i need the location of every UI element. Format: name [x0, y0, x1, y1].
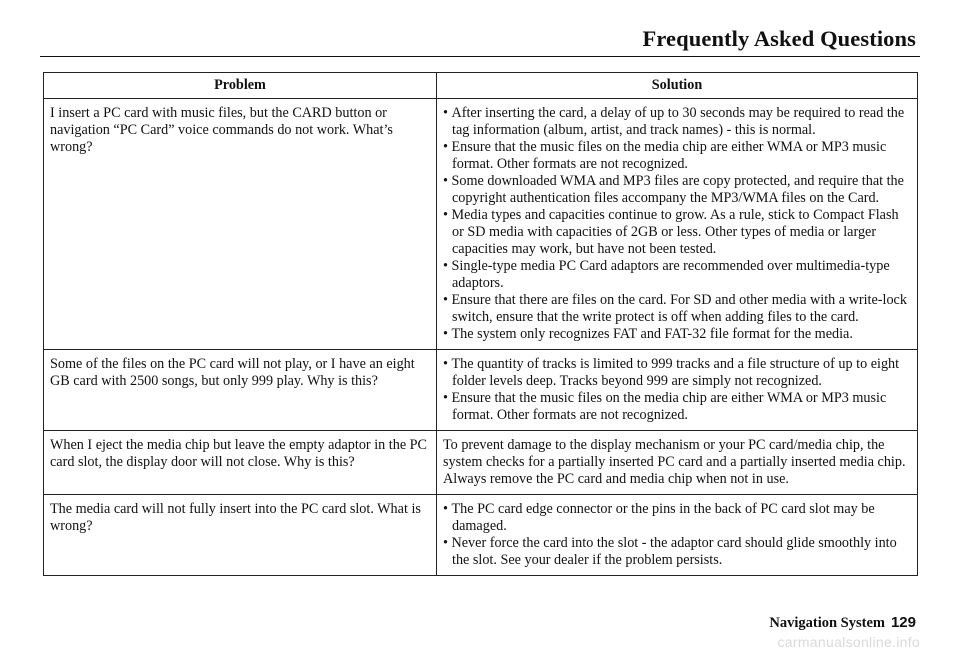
problem-text: Some of the files on the PC card will not play, or I have an eight GB card with 2500 songs, but only 999 play. Why is this? [50, 356, 415, 389]
solution-cell [437, 350, 918, 431]
solution-bullet: • Never force the card into the slot - the adaptor card should glide smoothly into the slot. See your dealer if the problem persists. [443, 535, 911, 569]
table-row [44, 495, 918, 576]
column-header-solution: Solution [437, 73, 918, 99]
title-divider [40, 56, 920, 57]
solution-bullet: • The PC card edge connector or the pins in the back of PC card slot may be damaged. [443, 501, 911, 535]
table-header-row [44, 73, 918, 99]
solution-list [443, 501, 911, 569]
table-row [44, 350, 918, 431]
column-header-problem: Problem [44, 73, 437, 99]
problem-cell [44, 431, 437, 495]
solution-bullet: • Ensure that the music files on the media chip are either WMA or MP3 music format. Other formats are not recognized. [443, 390, 911, 424]
table-row [44, 99, 918, 350]
problem-text: When I eject the media chip but leave the empty adaptor in the PC card slot, the display door will not close. Why is this? [50, 437, 428, 470]
solution-text: To prevent damage to the display mechanism or your PC card/media chip, the system checks for a partially inserted PC card and a partially inserted media chip. Always remove the PC card and media chip when not in use. [443, 437, 906, 487]
footer-section-label: Navigation System [769, 615, 885, 631]
table-row [44, 431, 918, 495]
faq-table [43, 72, 918, 576]
problem-cell [44, 99, 437, 350]
solution-bullet: • The system only recognizes FAT and FAT-32 file format for the media. [443, 326, 911, 343]
page-footer [769, 614, 916, 632]
solution-bullet: • Some downloaded WMA and MP3 files are copy protected, and require that the copyright authentication files accompany the MP3/WMA files on the Card. [443, 173, 911, 207]
problem-text: The media card will not fully insert into the PC card slot. What is wrong? [50, 501, 421, 534]
solution-bullet: • After inserting the card, a delay of up to 30 seconds may be required to read the tag information (album, artist, and track names) - this is normal. [443, 105, 911, 139]
page-title: Frequently Asked Questions [642, 26, 916, 51]
problem-cell [44, 350, 437, 431]
solution-cell [437, 495, 918, 576]
watermark: carmanualsonline.info [777, 634, 920, 650]
solution-list [443, 105, 911, 343]
solution-bullet: • Single-type media PC Card adaptors are recommended over multimedia-type adaptors. [443, 258, 911, 292]
solution-list [443, 356, 911, 424]
solution-cell [437, 99, 918, 350]
solution-bullet: • Ensure that there are files on the card. For SD and other media with a write-lock switch, ensure that the write protect is off when adding files to the card. [443, 292, 911, 326]
page-number: 129 [890, 614, 916, 631]
solution-cell [437, 431, 918, 495]
problem-cell [44, 495, 437, 576]
solution-bullet: • Media types and capacities continue to grow. As a rule, stick to Compact Flash or SD media with capacities of 2GB or less. Other types of media or larger capacities may work, but have not been tested. [443, 207, 911, 258]
solution-bullet: • Ensure that the music files on the media chip are either WMA or MP3 music format. Other formats are not recognized. [443, 139, 911, 173]
problem-text: I insert a PC card with music files, but the CARD button or navigation “PC Card” voice commands do not work. What’s wrong? [50, 105, 393, 155]
solution-bullet: • The quantity of tracks is limited to 999 tracks and a file structure of up to eight folder levels deep. Tracks beyond 999 are simply not recognized. [443, 356, 911, 390]
